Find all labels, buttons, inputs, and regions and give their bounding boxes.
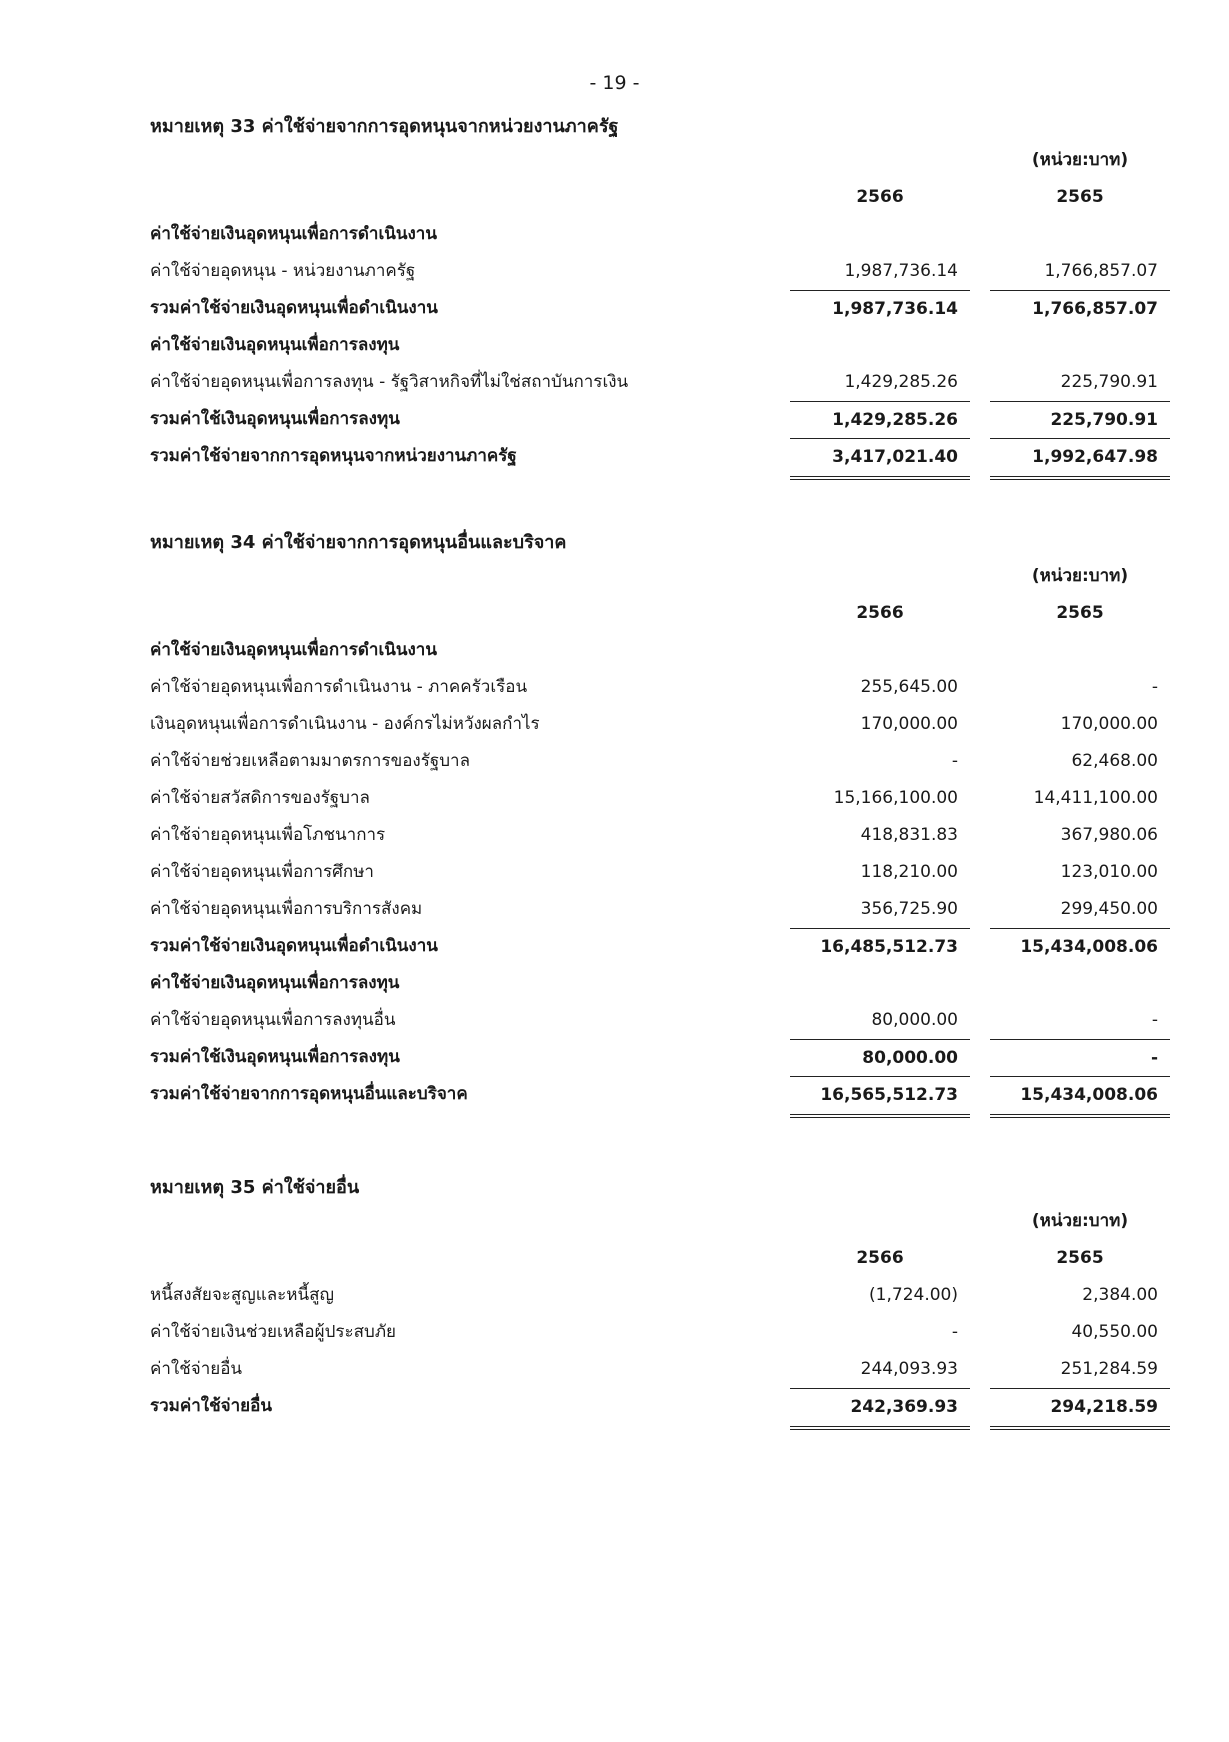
value-2566: - xyxy=(951,751,958,771)
value-2566: (1,724.00) xyxy=(869,1285,958,1305)
value-2565: 14,411,100.00 xyxy=(1033,788,1158,808)
total-row xyxy=(150,438,1170,475)
value-2566: 170,000.00 xyxy=(860,714,958,734)
value-2566: 1,987,736.14 xyxy=(790,290,970,328)
value-2566: 418,831.83 xyxy=(860,825,958,845)
subtotal-row xyxy=(150,290,1170,327)
year-header: 2565 xyxy=(1056,187,1104,207)
section-heading-row xyxy=(150,327,1170,364)
unit-row xyxy=(150,558,1170,595)
value-2566: 1,429,285.26 xyxy=(790,401,970,439)
row-label: รวมค่าใช้เงินอุดหนุนเพื่อการลงทุน xyxy=(150,1047,400,1067)
row-label: รวมค่าใช้จ่ายอื่น xyxy=(150,1396,272,1416)
table-row xyxy=(150,253,1170,290)
row-label: ค่าใช้จ่ายเงินอุดหนุนเพื่อการดำเนินงาน xyxy=(150,640,437,660)
note-title: หมายเหตุ 33 ค่าใช้จ่ายจากการอุดหนุนจากหน่วยงานภาครัฐ xyxy=(150,116,619,137)
row-label: ค่าใช้จ่ายอุดหนุน - หน่วยงานภาครัฐ xyxy=(150,261,416,281)
value-2565: - xyxy=(1151,677,1158,697)
value-2565: 15,434,008.06 xyxy=(990,1076,1170,1118)
value-2565: - xyxy=(1151,1010,1158,1030)
value-2565: 62,468.00 xyxy=(1071,751,1158,771)
year-header-row xyxy=(150,179,1170,216)
note-title: หมายเหตุ 35 ค่าใช้จ่ายอื่น xyxy=(150,1177,360,1198)
row-label: ค่าใช้จ่ายอุดหนุนเพื่อการบริการสังคม xyxy=(150,899,423,919)
note-title: หมายเหตุ 34 ค่าใช้จ่ายจากการอุดหนุนอื่นและบริจาค xyxy=(150,532,567,553)
value-2565: 367,980.06 xyxy=(1060,825,1158,845)
row-label: รวมค่าใช้จ่ายจากการอุดหนุนอื่นและบริจาค xyxy=(150,1084,468,1104)
year-header: 2566 xyxy=(856,1248,904,1268)
row-label: ค่าใช้จ่ายเงินอุดหนุนเพื่อการดำเนินงาน xyxy=(150,224,437,244)
value-2565: 1,992,647.98 xyxy=(990,438,1170,480)
value-2566: 255,645.00 xyxy=(860,677,958,697)
unit-label: (หน่วย:บาท) xyxy=(1031,1211,1129,1231)
year-header: 2565 xyxy=(1056,1248,1104,1268)
section-heading-row xyxy=(150,632,1170,669)
subtotal-row xyxy=(150,401,1170,438)
total-row xyxy=(150,1076,1170,1113)
subtotal-row xyxy=(150,928,1170,965)
value-2566: 1,987,736.14 xyxy=(844,261,958,281)
table-row xyxy=(150,817,1170,854)
unit-row xyxy=(150,1203,1170,1240)
value-2565: 170,000.00 xyxy=(1060,714,1158,734)
table-row xyxy=(150,854,1170,891)
year-header: 2566 xyxy=(856,603,904,623)
table-row xyxy=(150,706,1170,743)
year-header-row xyxy=(150,595,1170,632)
section-heading-row xyxy=(150,216,1170,253)
row-label: ค่าใช้จ่ายสวัสดิการของรัฐบาล xyxy=(150,788,370,808)
value-2565: 15,434,008.06 xyxy=(990,928,1170,966)
table-row xyxy=(150,364,1170,401)
value-2566: 80,000.00 xyxy=(871,1010,958,1030)
table-row xyxy=(150,669,1170,706)
row-label: ค่าใช้จ่ายเงินอุดหนุนเพื่อการลงทุน xyxy=(150,335,400,355)
unit-label: (หน่วย:บาท) xyxy=(1031,566,1129,586)
value-2565: 294,218.59 xyxy=(990,1388,1170,1430)
table-row xyxy=(150,1314,1170,1351)
row-label: รวมค่าใช้เงินอุดหนุนเพื่อการลงทุน xyxy=(150,409,400,429)
value-2566: 16,565,512.73 xyxy=(790,1076,970,1118)
table-row xyxy=(150,780,1170,817)
value-2565: 225,790.91 xyxy=(990,401,1170,439)
value-2565: 225,790.91 xyxy=(1060,372,1158,392)
value-2565: - xyxy=(990,1039,1170,1077)
value-2566: 356,725.90 xyxy=(860,899,958,919)
table-row xyxy=(150,1277,1170,1314)
value-2566: 242,369.93 xyxy=(790,1388,970,1430)
value-2566: 1,429,285.26 xyxy=(844,372,958,392)
note-33 xyxy=(150,112,1170,475)
table-row xyxy=(150,1351,1170,1388)
value-2566: 244,093.93 xyxy=(860,1359,958,1379)
row-label: รวมค่าใช้จ่ายเงินอุดหนุนเพื่อดำเนินงาน xyxy=(150,298,438,318)
value-2566: 15,166,100.00 xyxy=(833,788,958,808)
row-label: ค่าใช้จ่ายอุดหนุนเพื่อโภชนาการ xyxy=(150,825,386,845)
subtotal-row xyxy=(150,1039,1170,1076)
total-row xyxy=(150,1388,1170,1425)
row-label: หนี้สงสัยจะสูญและหนี้สูญ xyxy=(150,1285,334,1305)
note-34 xyxy=(150,528,1170,1113)
year-header: 2566 xyxy=(856,187,904,207)
row-label: รวมค่าใช้จ่ายจากการอุดหนุนจากหน่วยงานภาครัฐ xyxy=(150,446,517,466)
value-2566: - xyxy=(951,1322,958,1342)
value-2566: 80,000.00 xyxy=(790,1039,970,1077)
table-row xyxy=(150,743,1170,780)
note-35 xyxy=(150,1173,1170,1425)
value-2565: 40,550.00 xyxy=(1071,1322,1158,1342)
value-2566: 118,210.00 xyxy=(860,862,958,882)
row-label: ค่าใช้จ่ายอุดหนุนเพื่อการลงทุน - รัฐวิสาหกิจที่ไม่ใช่สถาบันการเงิน xyxy=(150,372,629,392)
row-label: ค่าใช้จ่ายอื่น xyxy=(150,1359,243,1379)
row-label: ค่าใช้จ่ายอุดหนุนเพื่อการศึกษา xyxy=(150,862,374,882)
row-label: ค่าใช้จ่ายเงินช่วยเหลือผู้ประสบภัย xyxy=(150,1322,396,1342)
value-2565: 251,284.59 xyxy=(1060,1359,1158,1379)
row-label: รวมค่าใช้จ่ายเงินอุดหนุนเพื่อดำเนินงาน xyxy=(150,936,438,956)
value-2565: 1,766,857.07 xyxy=(1044,261,1158,281)
row-label: ค่าใช้จ่ายเงินอุดหนุนเพื่อการลงทุน xyxy=(150,973,400,993)
unit-label: (หน่วย:บาท) xyxy=(1031,150,1129,170)
row-label: ค่าใช้จ่ายช่วยเหลือตามมาตรการของรัฐบาล xyxy=(150,751,470,771)
value-2565: 1,766,857.07 xyxy=(990,290,1170,328)
value-2566: 3,417,021.40 xyxy=(790,438,970,480)
unit-row xyxy=(150,142,1170,179)
table-row xyxy=(150,891,1170,928)
year-header-row xyxy=(150,1240,1170,1277)
row-label: ค่าใช้จ่ายอุดหนุนเพื่อการดำเนินงาน - ภาคครัวเรือน xyxy=(150,677,528,697)
row-label: ค่าใช้จ่ายอุดหนุนเพื่อการลงทุนอื่น xyxy=(150,1010,396,1030)
section-heading-row xyxy=(150,965,1170,1002)
value-2565: 299,450.00 xyxy=(1060,899,1158,919)
year-header: 2565 xyxy=(1056,603,1104,623)
value-2566: 16,485,512.73 xyxy=(790,928,970,966)
value-2565: 2,384.00 xyxy=(1082,1285,1158,1305)
page-number: - 19 - xyxy=(589,72,640,94)
table-row xyxy=(150,1002,1170,1039)
row-label: เงินอุดหนุนเพื่อการดำเนินงาน - องค์กรไม่หวังผลกำไร xyxy=(150,714,540,734)
value-2565: 123,010.00 xyxy=(1060,862,1158,882)
